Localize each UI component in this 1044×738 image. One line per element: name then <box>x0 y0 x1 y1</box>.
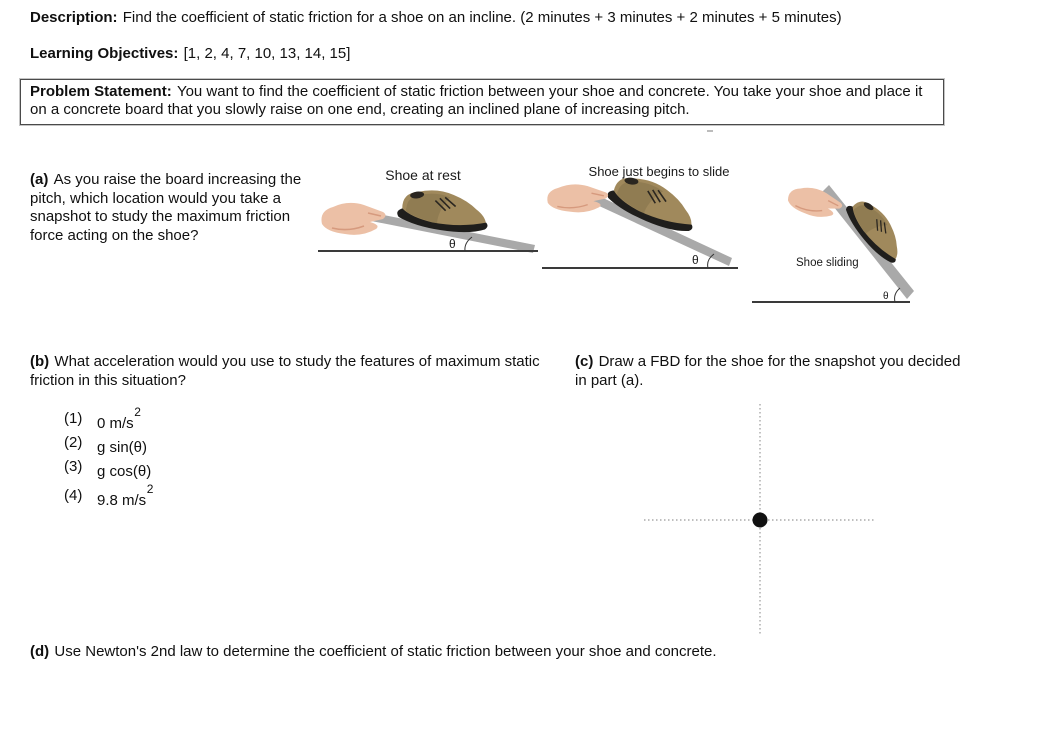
stray-mark <box>707 130 713 132</box>
part-a-label: (a) <box>30 171 49 188</box>
fbd-particle-dot <box>753 513 768 528</box>
option-text <box>97 457 152 481</box>
option-superscript: 2 <box>134 405 141 419</box>
problem-statement-box <box>20 79 944 125</box>
option-superscript: 2 <box>146 482 154 496</box>
figure-shoe-sliding <box>748 176 923 308</box>
figure-caption: Shoe just begins to slide <box>588 164 730 179</box>
part-d-question <box>30 643 970 662</box>
hand-image <box>547 184 608 212</box>
figure-shoe-begins-to-slide <box>540 158 740 272</box>
option-text <box>97 405 141 433</box>
answer-options <box>64 405 154 510</box>
fbd-axes <box>640 400 880 640</box>
angle-arc <box>895 288 900 302</box>
part-c-label: (c) <box>575 353 594 370</box>
part-c-text: Draw a FBD for the shoe for the snapshot you decided in part (a). <box>575 353 961 389</box>
option-value: 9.8 m/s <box>97 492 147 509</box>
shoe-image <box>396 184 493 239</box>
objectives-line <box>30 45 350 62</box>
angle-theta-label: θ <box>883 291 889 302</box>
objectives-text: [1, 2, 4, 7, 10, 13, 14, 15] <box>183 45 351 62</box>
problem-label: Problem Statement: <box>30 83 172 100</box>
figure-caption: Shoe at rest <box>385 167 461 183</box>
figure-caption: Shoe sliding <box>796 257 859 269</box>
option-value: g cos(θ) <box>97 463 152 480</box>
option-number: (2) <box>64 434 83 451</box>
part-a-text: As you raise the board increasing the pitch, which location would you take a snapshot to study the maximum friction force acting on the shoe? <box>30 171 302 244</box>
option-text <box>97 482 154 510</box>
description-label: Description: <box>30 9 118 26</box>
part-c-question <box>575 353 963 390</box>
option-4 <box>64 482 154 510</box>
option-text <box>97 433 148 457</box>
hand-image <box>785 183 844 222</box>
angle-theta-label: θ <box>449 237 456 251</box>
option-number: (4) <box>64 487 83 504</box>
option-number: (3) <box>64 458 83 475</box>
description-text: Find the coefficient of static friction for a shoe on an incline. (2 minutes + 3 minutes + 2 minutes + 5 minutes) <box>122 9 842 26</box>
option-1 <box>64 405 153 433</box>
objectives-label: Learning Objectives: <box>30 45 179 62</box>
angle-theta-label: θ <box>692 253 699 267</box>
part-d-label: (d) <box>30 643 50 660</box>
part-d-text: Use Newton's 2nd law to determine the coefficient of static friction between your shoe and concrete. <box>54 643 717 660</box>
option-3 <box>64 457 153 481</box>
part-b-question <box>30 353 582 390</box>
part-b-text: What acceleration would you use to study the features of maximum static friction in this situation? <box>30 353 540 389</box>
problem-text: You want to find the coefficient of static friction between your shoe and concrete. You take your shoe and place it on a concrete board that you slowly raise on one end, creating an inclined plane of increasing pitch. <box>30 83 923 118</box>
option-number: (1) <box>64 410 83 427</box>
hand-image <box>321 203 385 235</box>
description-line <box>30 9 842 26</box>
part-b-label: (b) <box>30 353 50 370</box>
option-2 <box>64 433 153 457</box>
figure-shoe-at-rest <box>314 160 544 260</box>
option-value: 0 m/s <box>97 415 134 432</box>
option-value: g sin(θ) <box>97 439 148 456</box>
part-a-question <box>30 171 312 245</box>
